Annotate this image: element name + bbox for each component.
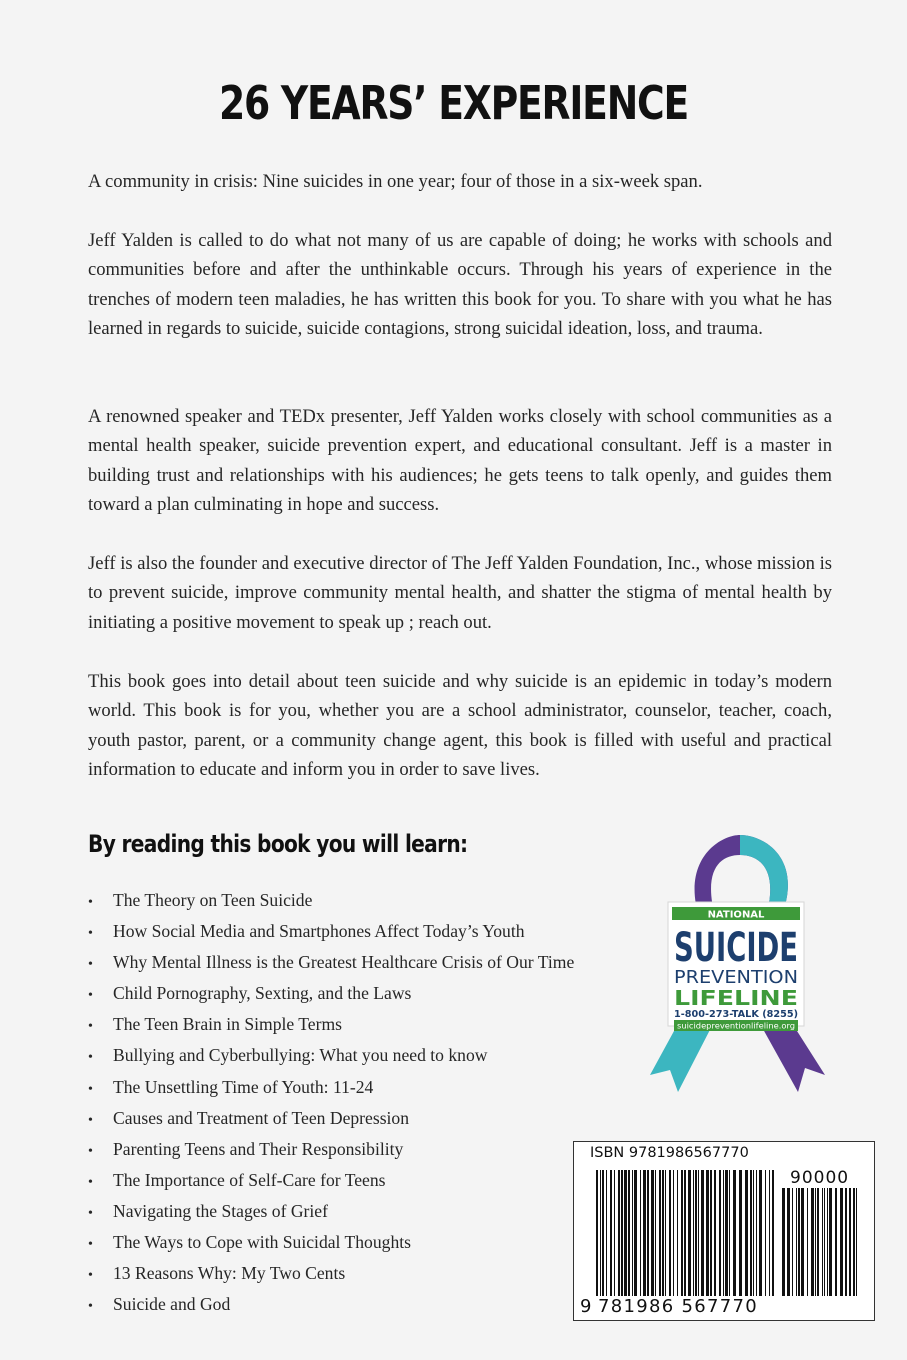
list-item xyxy=(88,1040,574,1071)
barcode-bar xyxy=(840,1188,843,1296)
barcode-bar xyxy=(856,1188,857,1296)
barcode-bar xyxy=(596,1170,598,1296)
bullet-icon: • xyxy=(88,926,93,942)
list-item xyxy=(88,978,574,1009)
intro-paragraph: A community in crisis: Nine suicides in one year; four of those in a six-week span. xyxy=(88,171,703,192)
barcode-bar xyxy=(801,1188,804,1296)
list-item-label: Child Pornography, Sexting, and the Laws xyxy=(113,983,412,1004)
barcode-bar xyxy=(681,1170,683,1296)
barcode-bar xyxy=(811,1188,814,1296)
learn-list xyxy=(88,885,574,1320)
barcode-addon-digits: 90000 xyxy=(790,1168,850,1188)
barcode-bar xyxy=(753,1170,754,1296)
barcode-bar xyxy=(665,1170,666,1296)
bullet-icon: • xyxy=(88,1268,93,1284)
lifeline-prevention-text: PREVENTION xyxy=(674,967,798,988)
isbn-label: ISBN 9781986567770 xyxy=(590,1145,749,1161)
barcode-bar xyxy=(853,1188,855,1296)
barcode-bar xyxy=(662,1170,664,1296)
barcode-bar xyxy=(628,1170,630,1296)
barcode-bar xyxy=(827,1188,828,1296)
barcode-bar xyxy=(787,1188,790,1296)
speaker-paragraph: A renowned speaker and TEDx presenter, Jeff Yalden works closely with school communities as a mental health speaker, suicide prevention expert, and educational consultant. Jeff is a master in building trust and relationships with his audiences; he gets teens to talk openly, and guides them toward a plan culminating in hope and success. xyxy=(88,406,832,516)
barcode-main-digits: 781986 567770 xyxy=(598,1296,759,1317)
barcode-bar xyxy=(600,1170,601,1296)
barcode-bar xyxy=(739,1170,742,1296)
barcode-bar xyxy=(765,1170,766,1296)
bullet-icon: • xyxy=(88,1081,93,1097)
list-item-label: Suicide and God xyxy=(113,1294,231,1315)
lifeline-url-text: suicidepreventionlifeline.org xyxy=(677,1021,795,1031)
list-item-label: Navigating the Stages of Grief xyxy=(113,1200,328,1221)
barcode-bar xyxy=(706,1170,709,1296)
list-item xyxy=(88,947,574,978)
barcode-bar xyxy=(824,1188,825,1296)
list-item-label: Why Mental Illness is the Greatest Healthcare Crisis of Our Time xyxy=(113,952,575,973)
list-item-label: The Unsettling Time of Youth: 11-24 xyxy=(113,1076,374,1097)
barcode-bar xyxy=(651,1170,654,1296)
barcode-bar xyxy=(769,1170,770,1296)
barcode-bar xyxy=(643,1170,646,1296)
barcode-bar xyxy=(759,1170,762,1296)
barcode-bar xyxy=(673,1170,674,1296)
list-item xyxy=(88,1103,574,1134)
lifeline-suicide-text: SUICIDE xyxy=(674,925,798,971)
barcode-bar xyxy=(782,1188,785,1296)
barcode-bar xyxy=(772,1170,774,1296)
list-item-label: Parenting Teens and Their Responsibility xyxy=(113,1138,404,1159)
list-item xyxy=(88,1227,574,1258)
lifeline-ribbon-logo xyxy=(640,830,840,1105)
barcode-bar xyxy=(756,1170,757,1296)
list-item-label: 13 Reasons Why: My Two Cents xyxy=(113,1263,346,1284)
barcode-bar xyxy=(798,1188,800,1296)
barcode-bar xyxy=(729,1170,730,1296)
barcode-bar xyxy=(606,1170,607,1296)
list-item-label: Causes and Treatment of Teen Depression xyxy=(113,1107,410,1128)
bullet-icon: • xyxy=(88,1237,93,1253)
list-item-label: The Ways to Cope with Suicidal Thoughts xyxy=(113,1232,411,1253)
barcode-bar xyxy=(647,1170,649,1296)
barcode-bar xyxy=(614,1170,615,1296)
bullet-icon: • xyxy=(88,895,93,910)
bullet-icon: • xyxy=(88,1019,93,1035)
barcode-bar xyxy=(659,1170,661,1296)
barcode-bar xyxy=(701,1170,704,1296)
barcode-main-bars xyxy=(596,1170,776,1296)
bullet-icon: • xyxy=(88,988,93,1004)
list-item xyxy=(88,1134,574,1165)
bullet-icon: • xyxy=(88,957,93,973)
barcode-bar xyxy=(698,1170,699,1296)
list-item-label: The Theory on Teen Suicide xyxy=(113,890,313,910)
lifeline-lifeline-text: LIFELINE xyxy=(674,986,798,1010)
barcode-bar xyxy=(835,1188,837,1296)
barcode-bar xyxy=(677,1170,678,1296)
barcode-bar xyxy=(822,1188,823,1296)
author-work-paragraph: Jeff Yalden is called to do what not many of us are capable of doing; he works with schools and communities before and after the unthinkable occurs. Through his years of experience in the trenches of modern teen maladies, he has written this book for you. To share with you what he has learned in regards to suicide, suicide contagions, strong suicidal ideation, loss, and trauma. xyxy=(88,230,832,340)
barcode-bar xyxy=(624,1170,627,1296)
list-item xyxy=(88,885,574,916)
barcode-bar xyxy=(714,1170,716,1296)
barcode-bar xyxy=(693,1170,694,1296)
list-item-label: The Teen Brain in Simple Terms xyxy=(113,1014,342,1035)
barcode-bar xyxy=(618,1170,620,1296)
barcode-lead-digit: 9 xyxy=(580,1296,592,1317)
bullet-icon: • xyxy=(88,1143,93,1159)
list-item xyxy=(88,1009,574,1040)
barcode-bar xyxy=(829,1188,832,1296)
barcode-bar xyxy=(719,1170,721,1296)
barcode-bar xyxy=(815,1188,816,1296)
barcode-bar xyxy=(684,1170,686,1296)
barcode-bar xyxy=(688,1170,691,1296)
book-summary-paragraph: This book goes into detail about teen suicide and why suicide is an epidemic in today’s modern world. This book is for you, whether you are a school administrator, counselor, teacher, coach, youth pastor, parent, or a community change agent, this book is filled with useful and practical information to educate and inform you in order to save lives. xyxy=(88,671,832,781)
barcode-bar xyxy=(669,1170,671,1296)
lifeline-national-text: NATIONAL xyxy=(707,909,765,921)
barcode-bar xyxy=(634,1170,637,1296)
barcode-bar xyxy=(710,1170,712,1296)
list-item-label: The Importance of Self-Care for Teens xyxy=(113,1169,386,1190)
ribbon-icon xyxy=(640,830,840,1105)
barcode-bar xyxy=(725,1170,728,1296)
lifeline-phone-text: 1-800-273-TALK (8255) xyxy=(674,1009,798,1020)
barcode-bar xyxy=(745,1170,748,1296)
barcode-bar xyxy=(817,1188,819,1296)
list-item xyxy=(88,1196,574,1227)
barcode-bar xyxy=(796,1188,797,1296)
page-title: 26 YEARS’ EXPERIENCE xyxy=(218,76,689,130)
barcode-bar xyxy=(845,1188,847,1296)
barcode-bar xyxy=(792,1188,793,1296)
barcode-bar xyxy=(640,1170,641,1296)
bullet-icon: • xyxy=(88,1050,93,1066)
list-item xyxy=(88,1258,574,1289)
barcode-bar xyxy=(733,1170,736,1296)
barcode-addon-bars xyxy=(782,1188,858,1296)
barcode-bar xyxy=(695,1170,697,1296)
barcode-bar xyxy=(621,1170,623,1296)
barcode-bar xyxy=(750,1170,752,1296)
bullet-icon: • xyxy=(88,1205,93,1221)
barcode-bar xyxy=(602,1170,604,1296)
list-item-label: How Social Media and Smartphones Affect Today’s Youth xyxy=(113,921,525,942)
isbn-barcode xyxy=(573,1141,875,1321)
bullet-icon: • xyxy=(88,1174,93,1190)
learn-heading: By reading this book you will learn: xyxy=(88,830,468,858)
barcode-bar xyxy=(610,1170,612,1296)
barcode-bar xyxy=(655,1170,656,1296)
list-item xyxy=(88,916,574,947)
barcode-bar xyxy=(849,1188,851,1296)
barcode-bar xyxy=(807,1188,808,1296)
barcode-bar xyxy=(632,1170,633,1296)
list-item xyxy=(88,1165,574,1196)
bullet-icon: • xyxy=(88,1299,93,1315)
foundation-paragraph: Jeff is also the founder and executive director of The Jeff Yalden Foundation, Inc., whose mission is to prevent suicide, improve community mental health, and shatter the stigma of mental health by initiating a positive movement to speak up ; reach out. xyxy=(88,553,832,633)
list-item-label: Bullying and Cyberbullying: What you need to know xyxy=(113,1045,488,1066)
list-item xyxy=(88,1289,574,1320)
list-item xyxy=(88,1072,574,1103)
barcode-bar xyxy=(723,1170,724,1296)
bullet-icon: • xyxy=(88,1112,93,1128)
